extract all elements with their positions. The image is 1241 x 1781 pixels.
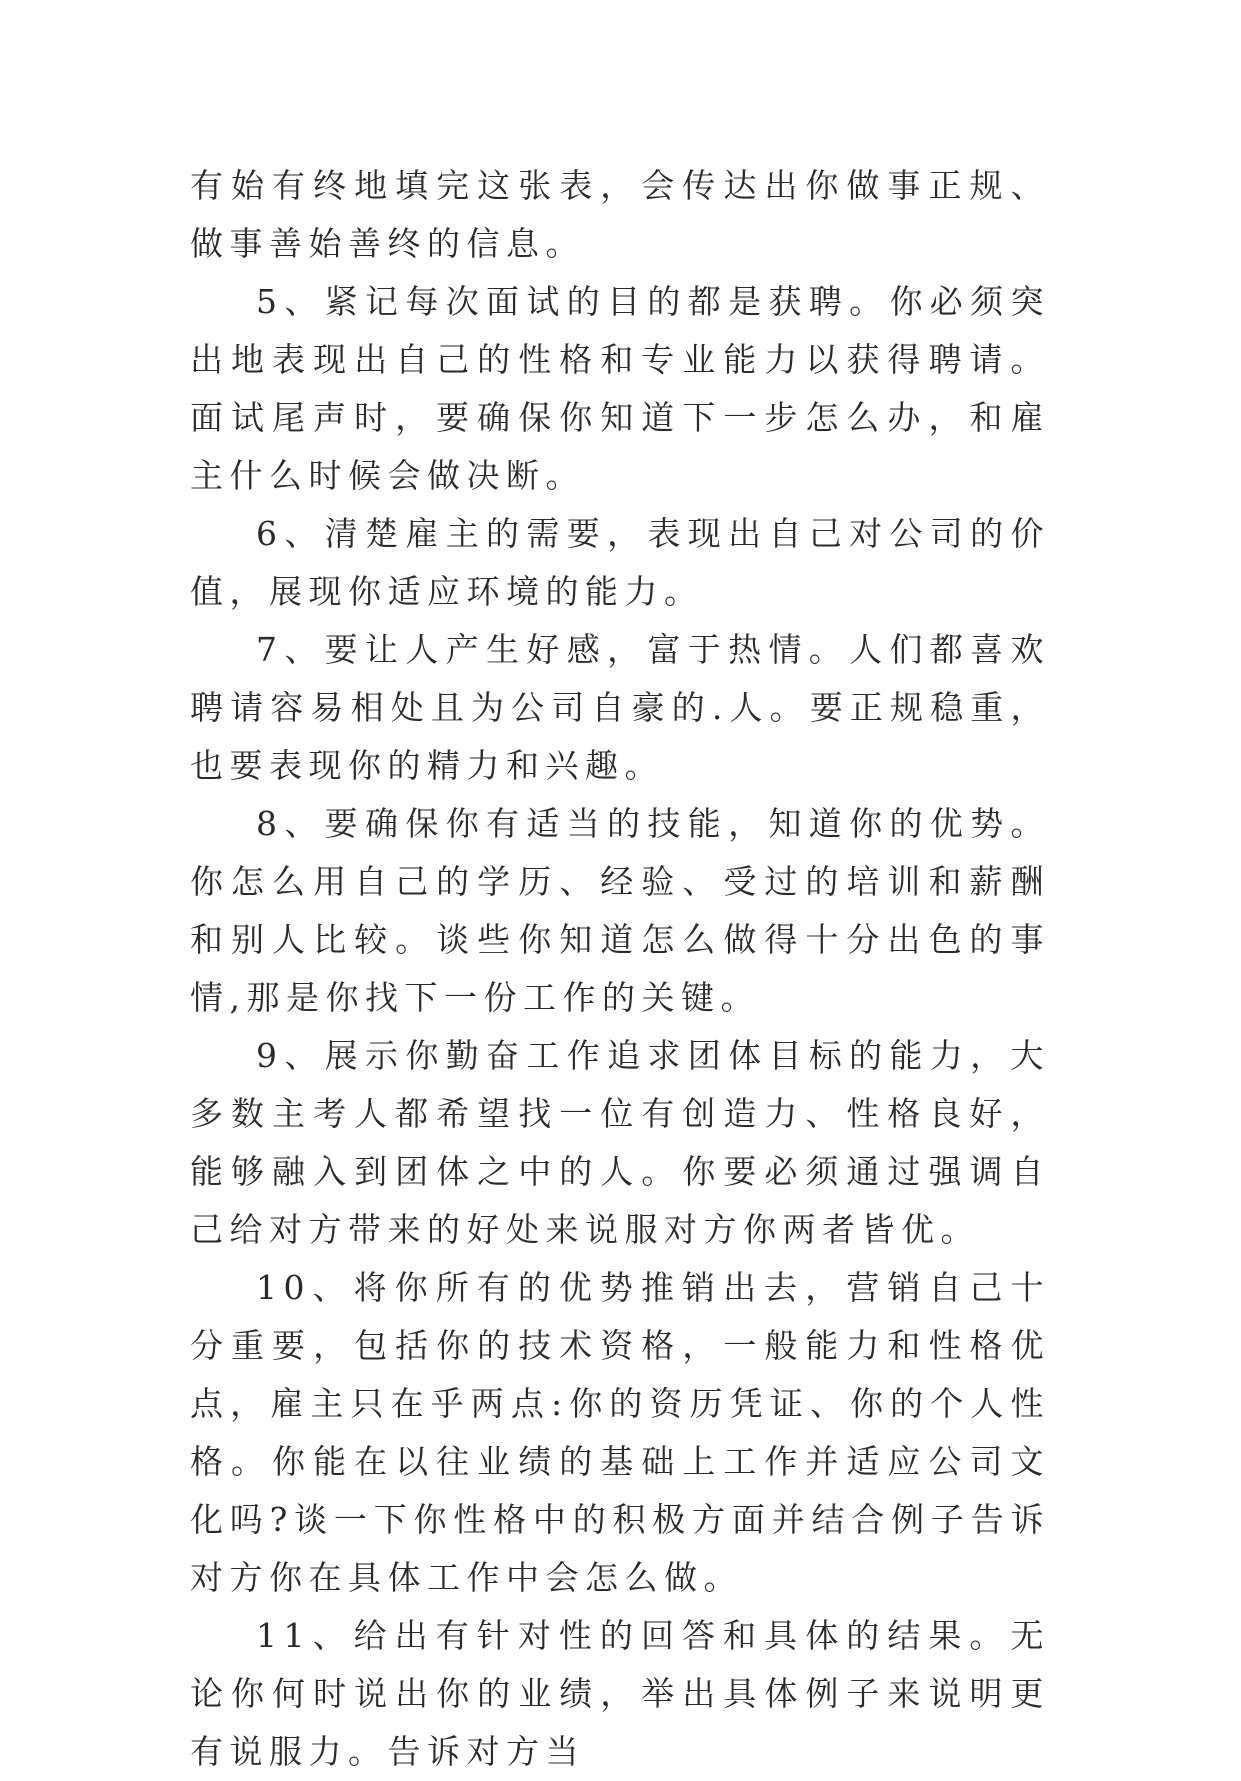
paragraph-continuation: 有始有终地填完这张表，会传达出你做事正规、做事善始善终的信息。 (190, 166, 1050, 263)
paragraph-item-7: 7、要让人产生好感，富于热情。人们都喜欢聘请容易相处且为公司自豪的.人。要正规稳重，也要表现你的精力和兴趣。 (190, 630, 1050, 785)
paragraph-item-9: 9、展示你勤奋工作追求团体目标的能力，大多数主考人都希望找一位有创造力、性格良好，能够融入到团体之中的人。你要必须通过强调自己给对方带来的好处来说服对方你两者皆优。 (190, 1036, 1050, 1249)
paragraph-item-5: 5、紧记每次面试的目的都是获聘。你必须突出地表现出自己的性格和专业能力以获得聘请。面试尾声时，要确保你知道下一步怎么办，和雇主什么时候会做决断。 (190, 282, 1050, 495)
paragraph-item-10: 10、将你所有的优势推销出去，营销自己十分重要，包括你的技术资格，一般能力和性格优点，雇主只在乎两点:你的资历凭证、你的个人性格。你能在以往业绩的基础上工作并适应公司文化吗?谈一下你性格中的积极方面并结合例子告诉对方你在具体工作中会怎么做。 (190, 1268, 1050, 1597)
paragraph-item-11: 11、给出有针对性的回答和具体的结果。无论你何时说出你的业绩，举出具体例子来说明更有说服力。告诉对方当 (190, 1616, 1050, 1771)
paragraph-item-8: 8、要确保你有适当的技能，知道你的优势。你怎么用自己的学历、经验、受过的培训和薪酬和别人比较。谈些你知道怎么做得十分出色的事情,那是你找下一份工作的关键。 (190, 804, 1050, 1017)
document-body (190, 157, 1050, 1781)
paragraph-item-6: 6、清楚雇主的需要，表现出自己对公司的价值，展现你适应环境的能力。 (190, 514, 1050, 611)
